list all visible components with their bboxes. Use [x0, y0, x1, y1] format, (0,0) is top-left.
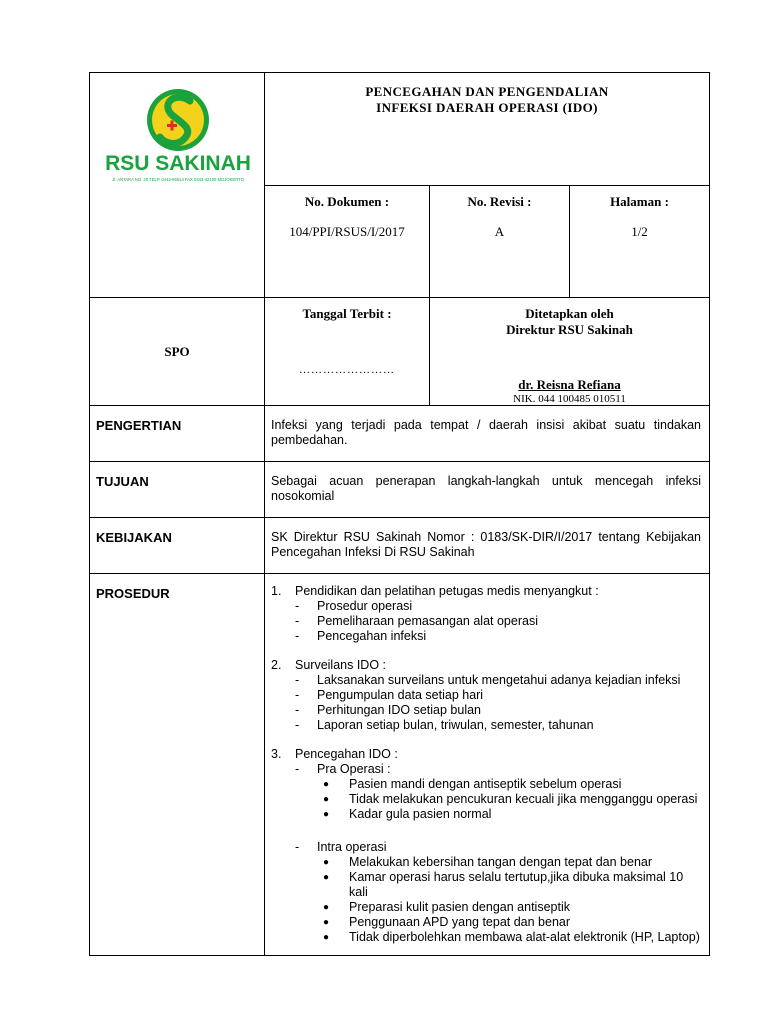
logo-subtext: Jl. ANTARA NO. 20 TELP. 0443-85514 FAX 0443-42100 MOJOKERTO: [112, 177, 244, 182]
list-item: - Pengumpulan data setiap hari: [295, 688, 484, 702]
list-item: - Prosedur operasi: [295, 599, 413, 613]
list-item: - Laporan setiap bulan, triwulan, semester, tahunan: [295, 718, 594, 732]
list-item: ● Kamar operasi harus selalu tertutup,jika dibuka maksimal 10 kali: [323, 870, 684, 899]
step-text: Surveilans IDO :: [295, 658, 387, 672]
pengertian-label: PENGERTIAN: [90, 406, 265, 462]
no-dokumen-label: No. Dokumen :: [304, 193, 390, 209]
kebijakan-label: KEBIJAKAN: [90, 518, 265, 574]
ditetapkan-cell: [430, 298, 710, 406]
step-2: [271, 658, 701, 673]
prosedur-content: [265, 574, 710, 956]
list-item: - Laksanakan surveilans untuk mengetahui adanya kejadian infeksi: [295, 673, 681, 687]
signer-name: dr. Reisna Refiana: [518, 377, 621, 392]
spo-table: [89, 72, 710, 956]
list-item: - Pencegahan infeksi: [295, 629, 427, 643]
list-item: ● Kadar gula pasien normal: [323, 807, 492, 821]
spo-document: [89, 72, 709, 956]
halaman-label: Halaman :: [610, 193, 669, 209]
no-dokumen-cell: [265, 185, 430, 298]
list-item: ● Melakukan kebersihan tangan dengan tepat dan benar: [323, 855, 653, 869]
tanggal-terbit-cell: [265, 298, 430, 406]
title-line1: PENCEGAHAN DAN PENGENDALIAN: [365, 84, 609, 99]
step-number: 1.: [271, 584, 282, 598]
list-item: ● Penggunaan APD yang tepat dan benar: [323, 915, 571, 929]
title-line2: INFEKSI DAERAH OPERASI (IDO): [376, 100, 598, 115]
step-text: Pendidikan dan pelatihan petugas medis menyangkut :: [295, 584, 599, 598]
no-dokumen-value: 104/PPI/RSUS/I/2017: [289, 223, 405, 239]
tanggal-terbit-value: ……………………: [299, 364, 395, 376]
tujuan-text: Sebagai acuan penerapan langkah-langkah untuk mencegah infeksi nosokomial: [265, 462, 710, 518]
no-revisi-value: A: [494, 223, 505, 239]
ditetapkan-line2: Direktur RSU Sakinah: [506, 322, 633, 337]
prosedur-label: PROSEDUR: [90, 574, 265, 956]
step-1: [271, 584, 701, 599]
list-item: ● Tidak melakukan pencukuran kecuali jika mengganggu operasi: [323, 792, 698, 806]
halaman-cell: [570, 185, 710, 298]
tujuan-label: TUJUAN: [90, 462, 265, 518]
sub-heading: - Intra operasi: [295, 840, 387, 854]
list-item: ● Pasien mandi dengan antiseptik sebelum operasi: [323, 777, 622, 791]
no-revisi-label: No. Revisi :: [467, 193, 532, 209]
step-text: Pencegahan IDO :: [295, 747, 398, 761]
no-revisi-cell: [430, 185, 570, 298]
sub-heading: - Pra Operasi :: [295, 762, 391, 776]
spo-label: SPO: [90, 298, 265, 406]
logo-text: RSU SAKINAH: [105, 152, 251, 175]
list-item: ● Tidak diperbolehkan membawa alat-alat elektronik (HP, Laptop): [323, 930, 700, 944]
kebijakan-text: SK Direktur RSU Sakinah Nomor : 0183/SK-DIR/I/2017 tentang Kebijakan Pencegahan Infeksi Di RSU Sakinah: [265, 518, 710, 574]
halaman-value: 1/2: [631, 223, 648, 239]
hospital-logo: [90, 73, 265, 193]
list-item: ● Preparasi kulit pasien dengan antiseptik: [323, 900, 570, 914]
list-item: - Pemeliharaan pemasangan alat operasi: [295, 614, 538, 628]
document-title: [265, 73, 710, 186]
signer-nik: NIK. 044 100485 010511: [513, 393, 626, 405]
list-item: - Perhitungan IDO setiap bulan: [295, 703, 481, 717]
step-number: 2.: [271, 658, 282, 672]
pengertian-text: Infeksi yang terjadi pada tempat / daerah insisi akibat suatu tindakan pembedahan.: [265, 406, 710, 462]
ditetapkan-line1: Ditetapkan oleh: [525, 306, 614, 321]
step-number: 3.: [271, 747, 282, 761]
logo-cell: [90, 73, 265, 298]
tanggal-terbit-label: Tanggal Terbit :: [302, 306, 392, 321]
step-3: [271, 747, 701, 762]
